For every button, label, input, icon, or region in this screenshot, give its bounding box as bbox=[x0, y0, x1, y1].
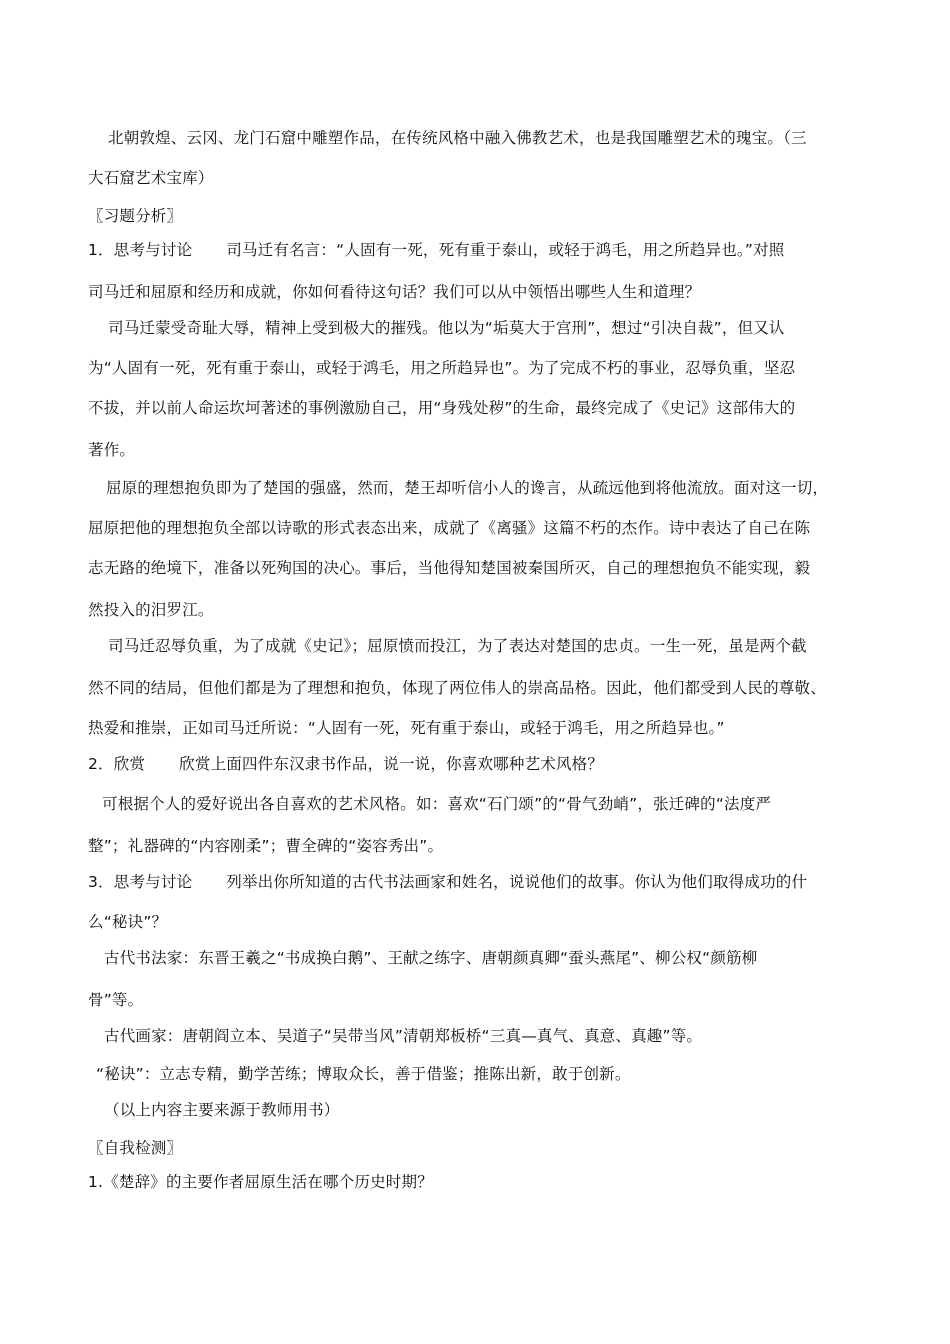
answer-1-paragraph-3-line-3: 热爱和推崇，正如司马迁所说：“人固有一死，死有重于泰山，或轻于鸿毛，用之所趋异也。” bbox=[88, 719, 725, 737]
answer-2-line-1: 可根据个人的爱好说出各自喜欢的艺术风格。如：喜欢“石门颂”的“骨气劲峭”，张迁碑的“法度严 bbox=[102, 795, 772, 813]
question-1-text-line-2: 司马迁和屈原和经历和成就，你如何看待这句话？我们可以从中领悟出哪些人生和道理？ bbox=[88, 283, 701, 301]
answer-3-line-4: “秘诀”：立志专精，勤学苦练；博取众长，善于借鉴；推陈出新，敢于创新。 bbox=[96, 1065, 631, 1083]
question-1 bbox=[88, 240, 785, 260]
intro-paragraph-line-2: 大石窟艺术宝库） bbox=[88, 169, 214, 187]
question-1-label: 思考与讨论 bbox=[113, 241, 193, 259]
answer-2-line-2: 整”；礼器碑的“内容刚柔”；曹全碑的“姿容秀出”。 bbox=[88, 837, 444, 855]
self-check-question-1-number: 1. bbox=[88, 1173, 104, 1191]
answer-3-line-2: 骨”等。 bbox=[88, 991, 144, 1009]
answer-1-paragraph-3-line-2: 然不同的结局，但他们都是为了理想和抱负，体现了两位伟人的崇高品格。因此，他们都受到人民的尊敬、 bbox=[88, 679, 826, 697]
question-2-number: 2． bbox=[88, 755, 114, 773]
question-2-label: 欣赏 bbox=[113, 755, 146, 773]
answer-1-paragraph-2-line-1: 屈原的理想抱负即为了楚国的强盛，然而，楚王却听信小人的谗言，从疏远他到将他流放。面对这一切， bbox=[106, 479, 829, 497]
answer-1-paragraph-2-line-4: 然投入的汨罗江。 bbox=[88, 601, 214, 619]
question-3-number: 3． bbox=[88, 873, 114, 891]
answer-1-paragraph-3-line-1: 司马迁忍辱负重，为了成就《史记》；屈原愤而投江，为了表达对楚国的忠贞。一生一死，虽是两个截 bbox=[108, 637, 807, 655]
answer-1-paragraph-2-line-2: 屈原把他的理想抱负全部以诗歌的形式表态出来，成就了《离骚》这篇不朽的杰作。诗中表达了自己在陈 bbox=[88, 519, 811, 537]
question-3-text-line-2: 么“秘诀”？ bbox=[88, 913, 168, 931]
self-check-question-1 bbox=[88, 1172, 433, 1192]
self-check-question-1-text: 《楚辞》的主要作者屈原生活在哪个历史时期？ bbox=[103, 1173, 433, 1191]
question-2-text: 欣赏上面四件东汉隶书作品，说一说，你喜欢哪种艺术风格？ bbox=[179, 755, 604, 773]
question-1-text-line-1: 司马迁有名言：“人固有一死，死有重于泰山，或轻于鸿毛，用之所趋异也。”对照 bbox=[226, 241, 785, 259]
self-check-heading: 〖自我检测〗 bbox=[88, 1139, 183, 1157]
question-3-text-line-1: 列举出你所知道的古代书法画家和姓名，说说他们的故事。你认为他们取得成功的什 bbox=[226, 873, 808, 891]
answer-1-paragraph-1-line-3: 不拔，并以前人命运坎坷著述的事例激励自己，用“身残处秽”的生命，最终完成了《史记》这部伟大的 bbox=[88, 399, 796, 417]
intro-paragraph-line-1: 北朝敦煌、云冈、龙门石窟中雕塑作品，在传统风格中融入佛教艺术，也是我国雕塑艺术的瑰宝。（三 bbox=[108, 129, 807, 147]
answer-1-paragraph-1-line-1: 司马迁蒙受奇耻大辱，精神上受到极大的摧残。他以为“垢莫大于宫刑”，想过“引决自裁”，但又认 bbox=[108, 319, 785, 337]
answer-3-line-1: 古代书法家：东晋王羲之“书成换白鹅”、王献之练字、唐朝颜真卿“蚕头燕尾”、柳公权“颜筋柳 bbox=[104, 949, 758, 967]
question-3 bbox=[88, 872, 807, 892]
answer-1-paragraph-2-line-3: 志无路的绝境下，准备以死殉国的决心。事后，当他得知楚国被秦国所灭，自己的理想抱负不能实现，毅 bbox=[88, 559, 811, 577]
question-1-number: 1． bbox=[88, 241, 114, 259]
analysis-heading: 〖习题分析〗 bbox=[88, 207, 183, 225]
answer-1-paragraph-1-line-4: 著作。 bbox=[88, 441, 136, 459]
answer-3-source-note: （以上内容主要来源于教师用书） bbox=[104, 1101, 340, 1119]
answer-3-line-3: 古代画家：唐朝阎立本、吴道子“吴带当风”清朝郑板桥“三真—真气、真意、真趣”等。 bbox=[104, 1027, 703, 1045]
question-3-label: 思考与讨论 bbox=[113, 873, 193, 891]
answer-1-paragraph-1-line-2: 为“人固有一死，死有重于泰山，或轻于鸿毛，用之所趋异也”。为了完成不朽的事业，忍辱负重，坚忍 bbox=[88, 359, 796, 377]
question-2 bbox=[88, 754, 603, 774]
